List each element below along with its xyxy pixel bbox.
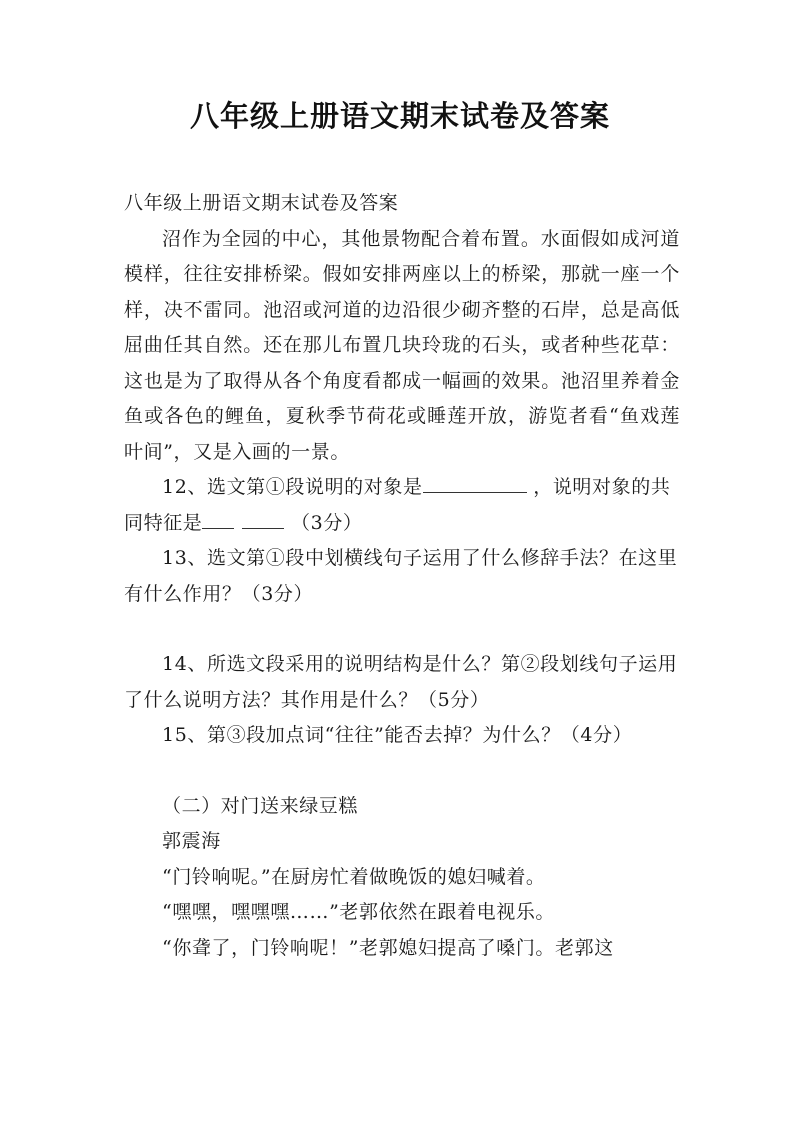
- document-subtitle: 八年级上册语文期末试卷及答案: [124, 192, 399, 214]
- story-author: 郭震海: [162, 830, 221, 852]
- question-12: [124, 470, 680, 541]
- story-line: “门铃响呢。”在厨房忙着做晚饭的媳妇喊着。: [162, 865, 546, 888]
- answer-blank: [202, 510, 234, 529]
- question-12-text-2: ，说明对象的共同特征是: [124, 476, 671, 534]
- question-14: 14、所选文段采用的说明结构是什么？第②段划线句子运用了什么说明方法？其作用是什么？（5分）: [124, 653, 678, 711]
- story-heading: （二）对门送来绿豆糕: [162, 794, 359, 817]
- question-12-points: （3分）: [291, 511, 363, 534]
- question-15: 15、第③段加点词“往往”能否去掉？为什么？（4分）: [162, 724, 633, 746]
- answer-blank: [242, 510, 284, 529]
- passage-paragraph: 沼作为全园的中心，其他景物配合着布置。水面假如成河道模样，往往安排桥梁。假如安排两座以上的桥梁，那就一座一个样，决不雷同。池沼或河道的边沿很少砌齐整的石岸，总是高低屈曲任其自然。还在那儿布置几块玲珑的石头，或者种些花草：这也是为了取得从各个角度看都成一幅画的效果。池沼里养着金鱼或各色的鲤鱼，夏秋季节荷花或睡莲开放，游览者看“鱼戏莲叶间”，又是入画的一景。: [124, 227, 680, 463]
- question-13: 13、选文第①段中划横线句子运用了什么修辞手法？在这里有什么作用？（3分）: [124, 547, 678, 605]
- story-line: “嘿嘿，嘿嘿嘿……”老郭依然在跟着电视乐。: [162, 901, 556, 923]
- question-12-text-1: 12、选文第①段说明的对象是: [162, 476, 423, 498]
- document-title: 八年级上册语文期末试卷及答案: [189, 99, 610, 133]
- answer-blank: [423, 474, 527, 493]
- story-line: “你聋了，门铃响呢！”老郭媳妇提高了嗓门。老郭这: [162, 936, 614, 959]
- document-body: [124, 186, 680, 966]
